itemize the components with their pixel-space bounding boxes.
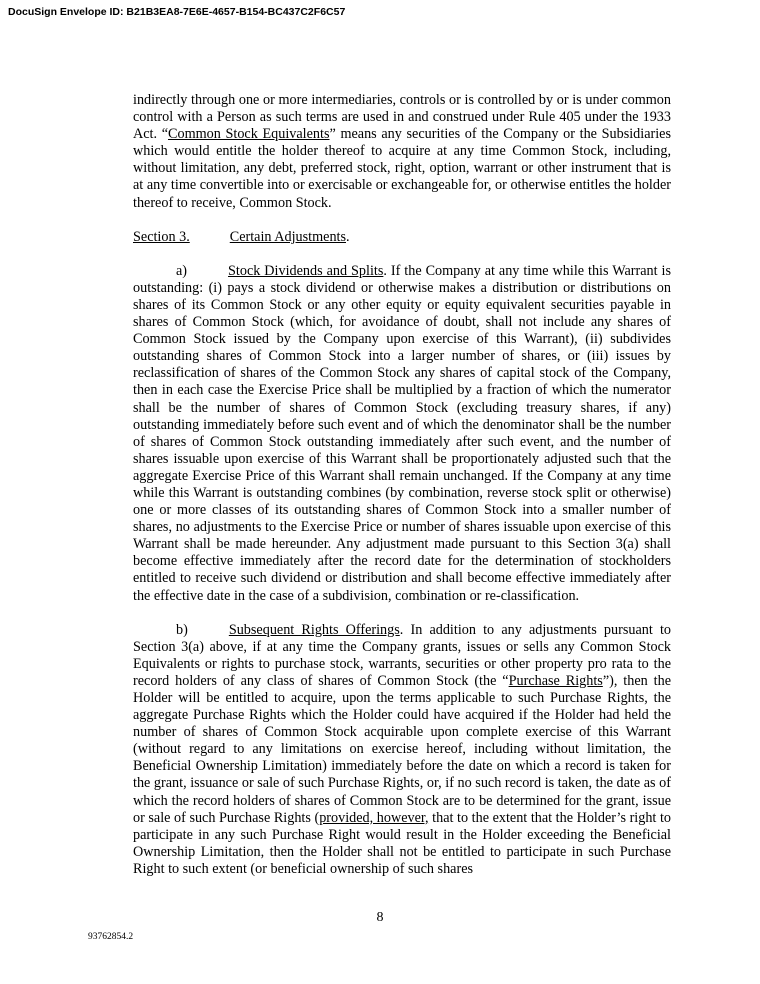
document-body	[133, 92, 671, 878]
clause-b-text-a: . In addition to any adjustments pursuant to Section 3(a) above, if at any time the Company grants, issues or sells any Common Stock Equivalents or rights to purchase stock, warrants, securities or other property pro rata to the record holders of any class of shares of Common Stock (the “	[133, 621, 671, 689]
section-3-title: Certain Adjustments	[229, 228, 346, 245]
document-id: 93762854.2	[88, 932, 134, 942]
term-common-stock-equivalents: Common Stock Equivalents	[168, 126, 330, 143]
clause-b-paragraph	[133, 622, 671, 878]
clause-a-text: . If the Company at any time while this Warrant is outstanding: (i) pays a stock dividend or otherwise makes a distribution or distributions on shares of its Common Stock or any other equity or equity equivalent securities payable in shares of Common Stock (which, for avoidance of doubt, shall not include any shares of Common Stock issued by the Company upon exercise of this Warrant), (ii) subdivides outstanding shares of Common Stock into a larger number of shares, or (iii) issues by reclassification of shares of the Common Stock any shares of capital stock of the Company, then in each case the Exercise Price shall be multiplied by a fraction of which the numerator shall be the number of shares of Common Stock (excluding treasury shares, if any) outstanding immediately before such event and of which the denominator shall be the number of shares of Common Stock outstanding immediately after such event, and the number of shares issuable upon exercise of this Warrant shall be proportionately adjusted such that the aggregate Exercise Price of this Warrant shall remain unchanged. If the Company at any time while this Warrant is outstanding combines (by combination, reverse stock split or otherwise) one or more classes of its outstanding shares of Common Stock into a smaller number of shares, no adjustments to the Exercise Price or number of shares issuable upon exercise of this Warrant shall be made hereunder. Any adjustment made pursuant to this Section 3(a) shall become effective immediately after the record date for the determination of stockholders entitled to receive such dividend or distribution and shall become effective immediately after the effective date in the case of a subdivision, combination or re-classification.	[133, 262, 671, 604]
clause-a-paragraph	[133, 263, 671, 605]
section-3-number: Section 3.	[133, 228, 190, 245]
clause-b-text-c: that to the extent that the Holder’s right to participate in any such Purchase Right would result in the Holder exceeding the Beneficial Ownership Limitation, then the Holder shall not be entitled to participate in such Purchase Right to such extent (or beneficial ownership of such shares	[133, 809, 671, 877]
intro-paragraph	[133, 92, 671, 212]
section-3-heading	[133, 229, 671, 246]
proviso: provided, however,	[319, 809, 429, 826]
clause-a-title: Stock Dividends and Splits	[228, 262, 384, 279]
intro-text-a: indirectly through one or more intermediaries, controls or is controlled by or is under common control with a Person as such terms are used in and construed under Rule 405 under the 1933 Act. “	[133, 92, 671, 143]
clause-b-title: Subsequent Rights Offerings	[228, 621, 400, 638]
section-3-title-suffix: .	[346, 228, 350, 245]
clause-a-label: a)	[176, 262, 188, 279]
intro-text-b: ” means any securities of the Company or the Subsidiaries which would entitle the holder thereof to acquire at any time Common Stock, including, without limitation, any debt, preferred stock, right, option, warrant or other instrument that is at any time convertible into or exercisable or exchangeable for, or otherwise entitles the holder thereof to receive, Common Stock.	[133, 126, 671, 211]
clause-b-text-b: ”), then the Holder will be entitled to acquire, upon the terms applicable to such Purchase Rights, the aggregate Purchase Rights which the Holder could have acquired if the Holder had held the number of shares of Common Stock acquirable upon complete exercise of this Warrant (without regard to any limitations on exercise hereof, including without limitation, the Beneficial Ownership Limitation) immediately before the date on which a record is taken for the grant, issuance or sale of such Purchase Rights, or, if no such record is taken, the date as of which the record holders of shares of Common Stock are to be determined for the grant, issue or sale of such Purchase Rights (	[133, 672, 671, 826]
docusign-envelope-id: DocuSign Envelope ID: B21B3EA8-7E6E-4657-B154-BC437C2F6C57	[8, 6, 346, 18]
clause-b-label: b)	[176, 621, 188, 638]
term-purchase-rights: Purchase Rights	[508, 672, 603, 689]
page-number: 8	[376, 910, 384, 925]
